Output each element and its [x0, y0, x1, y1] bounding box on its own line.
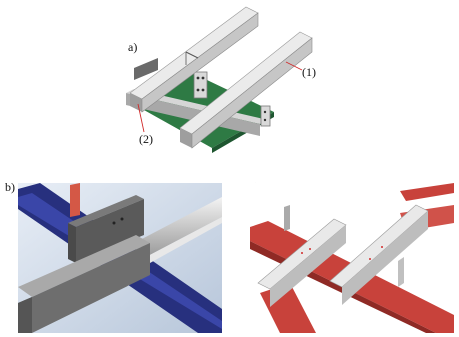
red-tab [70, 183, 80, 217]
panel-label-a: a) [128, 40, 138, 54]
tab-left [284, 205, 290, 231]
connection-plate-right [261, 106, 270, 126]
callout-1: (1) [302, 65, 316, 79]
panel-b-render [18, 183, 222, 333]
grey-beam-flange [18, 297, 32, 333]
connection-plate-center [194, 72, 207, 98]
panel-label-b: b) [5, 180, 15, 194]
panel-c-svg [250, 183, 454, 333]
callout-2: (2) [139, 132, 153, 146]
tab-right [398, 257, 404, 287]
panel-b-svg [18, 183, 222, 333]
panel-c-render [250, 183, 454, 333]
dark-bracket-face [68, 223, 76, 263]
